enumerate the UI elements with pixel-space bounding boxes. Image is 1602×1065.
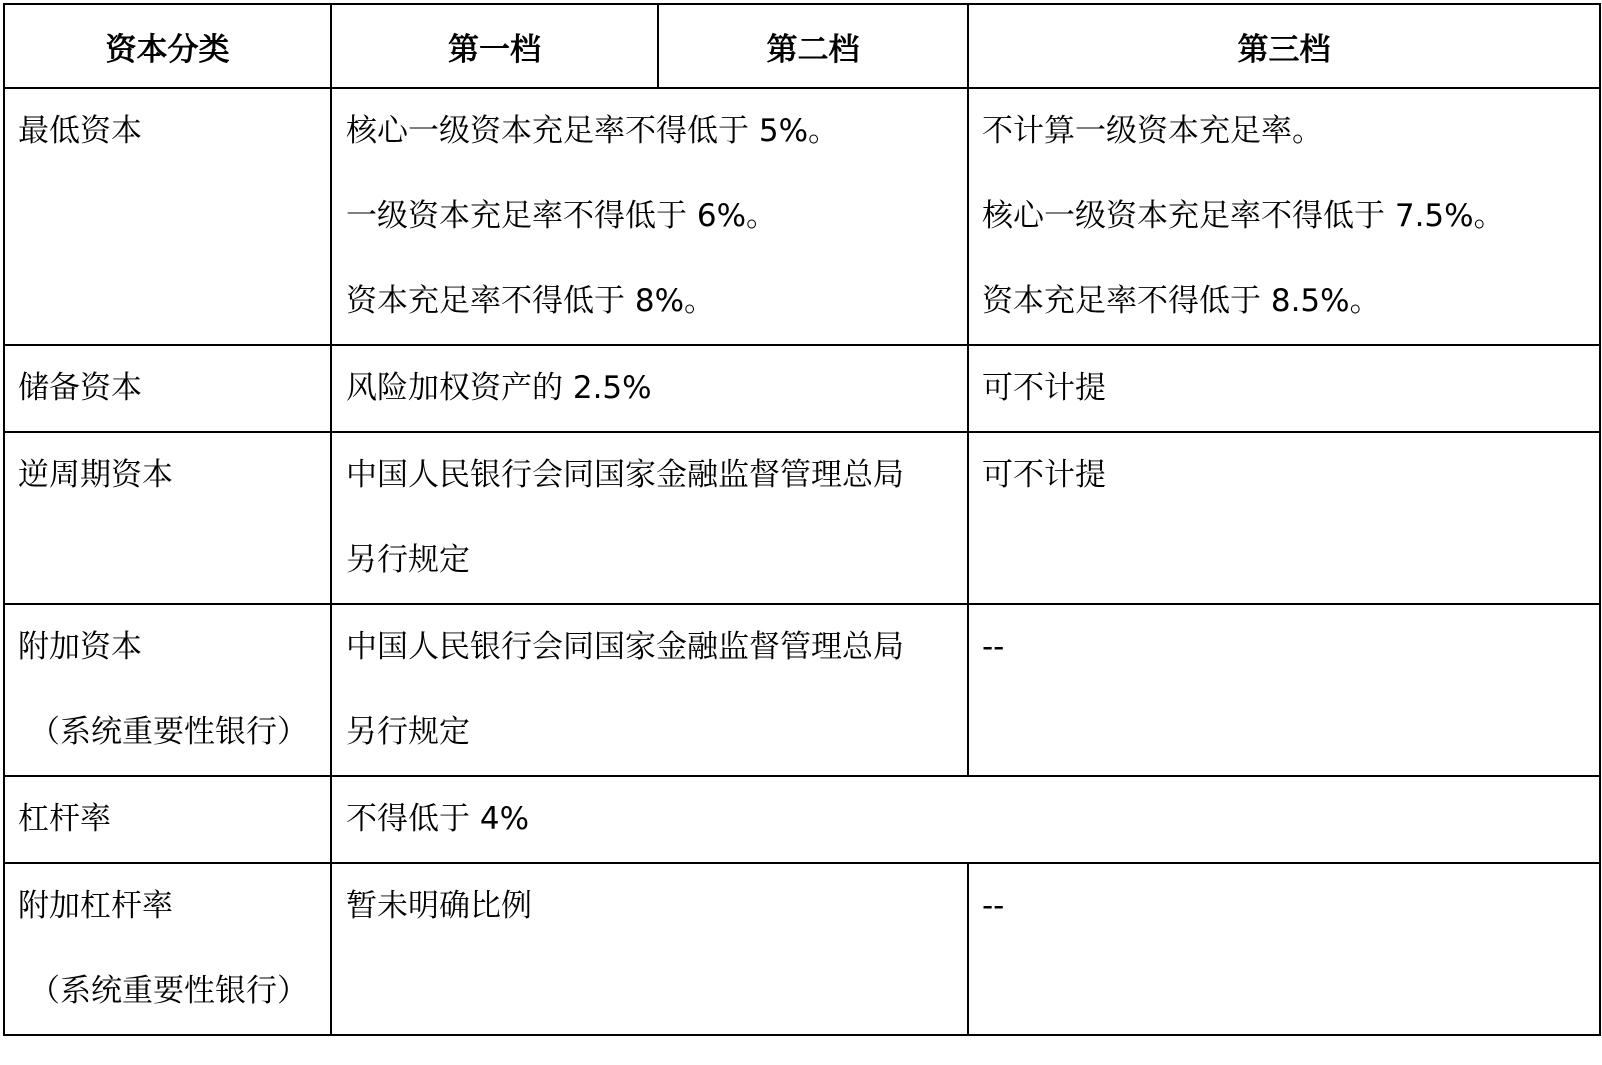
tier3-cell [968, 345, 1600, 432]
header-tier3: 第三档 [968, 4, 1600, 88]
requirement-text: 可不计提 [982, 457, 1106, 493]
row-category-cell [4, 432, 331, 604]
table-row [4, 345, 1600, 432]
tier3-cell [968, 863, 1600, 1035]
table-row [4, 863, 1600, 1035]
requirement-text: 风险加权资产的 2.5% [346, 370, 652, 406]
tier12-cell [331, 88, 968, 345]
requirement-text: 可不计提 [982, 370, 1106, 406]
tier12-cell [331, 432, 968, 604]
requirement-text: -- [982, 629, 1005, 665]
header-tier2: 第二档 [658, 4, 968, 88]
requirement-text: 资本充足率不得低于 8.5%。 [982, 283, 1381, 319]
category-label: 储备资本 [18, 370, 142, 406]
requirement-text: 中国人民银行会同国家金融监督管理总局 [346, 457, 904, 493]
row-category-cell [4, 604, 331, 776]
tier12-cell [331, 863, 968, 1035]
table-row [4, 604, 1600, 776]
all-tiers-cell [331, 776, 1600, 863]
category-label: 最低资本 [18, 113, 142, 149]
requirement-text: 不计算一级资本充足率。 [982, 113, 1323, 149]
table-row [4, 88, 1600, 345]
requirement-text: 暂未明确比例 [346, 888, 532, 924]
requirement-text: -- [982, 888, 1005, 924]
category-label: 杠杆率 [18, 801, 111, 837]
header-category: 资本分类 [4, 4, 331, 88]
category-label: 逆周期资本 [18, 457, 173, 493]
requirement-text: 核心一级资本充足率不得低于 5%。 [346, 113, 840, 149]
table-row [4, 776, 1600, 863]
requirement-text: 不得低于 4% [346, 801, 530, 837]
category-sublabel: （系统重要性银行） [29, 714, 308, 750]
row-category-cell [4, 776, 331, 863]
requirement-text: 核心一级资本充足率不得低于 7.5%。 [982, 198, 1505, 234]
capital-requirements-table [3, 3, 1601, 1036]
tier12-cell [331, 345, 968, 432]
tier12-cell [331, 604, 968, 776]
requirement-text: 另行规定 [346, 714, 470, 750]
requirement-text: 另行规定 [346, 542, 470, 578]
tier3-cell [968, 604, 1600, 776]
tier3-cell [968, 432, 1600, 604]
tier3-cell [968, 88, 1600, 345]
category-sublabel: （系统重要性银行） [29, 973, 308, 1009]
category-label: 附加资本 [18, 629, 142, 665]
table-row [4, 432, 1600, 604]
row-category-cell [4, 345, 331, 432]
row-category-cell [4, 88, 331, 345]
requirement-text: 资本充足率不得低于 8%。 [346, 283, 716, 319]
requirement-text: 一级资本充足率不得低于 6%。 [346, 198, 778, 234]
row-category-cell [4, 863, 331, 1035]
header-row [4, 4, 1600, 88]
requirement-text: 中国人民银行会同国家金融监督管理总局 [346, 629, 904, 665]
category-label: 附加杠杆率 [18, 888, 173, 924]
header-tier1: 第一档 [331, 4, 658, 88]
